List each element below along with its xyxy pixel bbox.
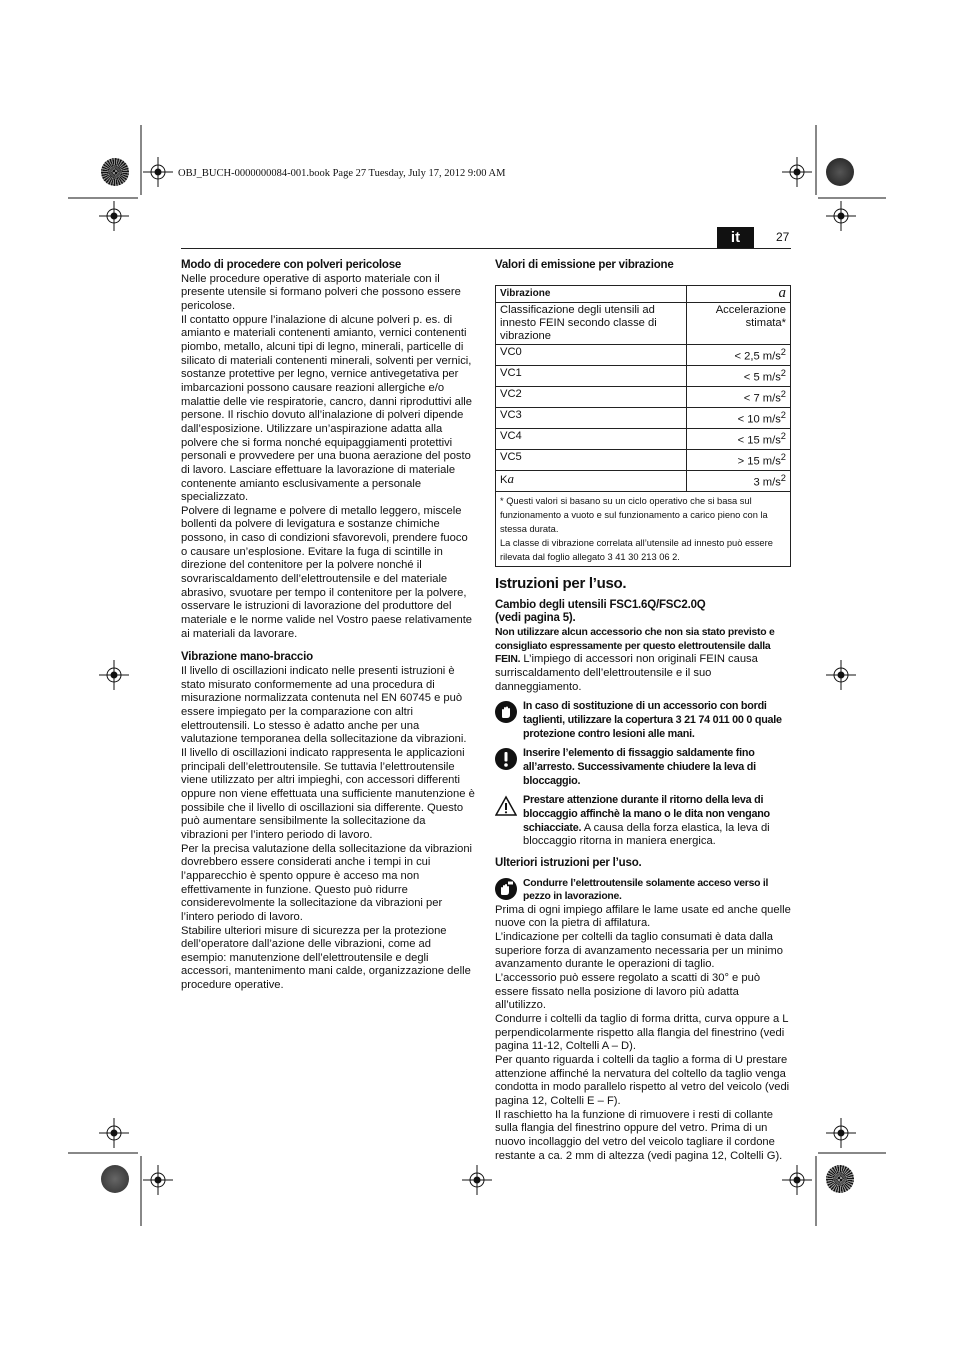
bold-text: Non utilizzare alcun accessorio che non sia stato previsto e consigliato espressamente per questo elettroutensile dalla FEIN. (495, 627, 775, 666)
left-column (181, 259, 475, 993)
paragraph: L’accessorio può essere regolato a scatti di 30° e può essere fissato nella posizione di lavoro più adatta all’utilizzo. (495, 972, 761, 1012)
table-cell: < 2,5 m/s (734, 351, 781, 364)
section-title: (vedi pagina 5). (495, 612, 576, 625)
right-column (495, 259, 791, 1163)
registration-mark-icon (782, 157, 812, 187)
section-title: Modo di procedere con polveri pericolose (181, 259, 402, 271)
table-cell: VC3 (496, 408, 687, 429)
color-rosette-icon (826, 1165, 854, 1193)
table-cell: VC1 (496, 366, 687, 387)
table-row: VC4 < 15 $m/s^2$ (496, 429, 791, 450)
paragraph: Prima di ogni impiego affilare le lame usate ed anche quelle nuove con la pietra di affilatura. (495, 903, 791, 930)
table-row: VC3 < 10 $m/s^2$ (496, 408, 791, 429)
warning-block (495, 700, 791, 741)
table-cell: K (500, 474, 508, 487)
table-row: VC5 > 15 $m/s^2$ (496, 450, 791, 471)
table-cell: > 15 m/s (737, 455, 781, 468)
table-cell: Classificazione degli utensili ad innesto FEIN secondo classe di vibrazione (496, 302, 687, 345)
paragraph: Non utilizzare alcun accessorio che non sia stato previsto e consigliato espressamente per questo elettroutensile dalla FEIN. L’impiego di accessori non originali FEIN causa surriscaldamento dell’elettroutensile e il suo danneggiamento. (495, 627, 775, 693)
warning-text: Prestare attenzione durante il ritorno della leva di bloccaggio affinchè la mano o le dita non vengano schiacciate. (523, 794, 770, 834)
paragraph: Il contatto oppure l’inalazione di alcune polveri p. es. di amianto e materiali contenenti amianto, vernici contenenti piombo, metallo, alcuni tipi di legno, minerali, particelle di silicato di materiali contenenti minerali, solventi per vernici, sostanze protettive per legno, vernice antivegetativa per imbarcazioni possono causare reazioni allergiche e/o malattie delle vie respiratorie, cancro, danni riproduttivi alle persone. Il rischio dovuto all’inalazione di polveri dipende dall’esposizione. Utilizzare un’aspirazione adatta alla polvere che si forma nonché equipaggiamenti protettivi personali e provvedere per una buona aerazione del posto di lavoro. Lasciare effettuare la lavorazione di materiale contenente amianto esclusivamente a personale specializzato. (181, 313, 473, 504)
paragraph: Stabilire ulteriori misure di sicurezza per la protezione dell’operatore dall’azione delle vibrazioni, come ad esempio: manutenzione dell’elettroutensile e degli accessori, mantenimento mani calde, organizzazione delle procedure operative. (181, 924, 471, 992)
tool-hand-icon (495, 878, 517, 900)
table-cell: < 7 m/s (743, 393, 781, 406)
table-cell: VC2 (496, 387, 687, 408)
table-header-label: Vibrazione (496, 285, 687, 302)
table-cell: < 5 m/s (743, 372, 781, 385)
paragraph: Nelle procedure operative di asporto materiale con il presente utensile si formano polveri che possono essere pericolose. (181, 272, 461, 312)
paragraph: Per quanto riguarda i coltelli da taglio a forma di U prestare attenzione affinché la nervatura del coltello da taglio venga condotta in modo parallelo rispetto al vetro del veicolo (vedi pagina 12, Coltelli E – F). (495, 1054, 790, 1107)
table-header-row (496, 285, 791, 302)
table-cell: 3 m/s (753, 476, 781, 489)
registration-mark-icon (826, 201, 856, 231)
paragraph: Per la precisa valutazione della sollecitazione da vibrazioni dovrebbero essere considerati anche i tempi in cui l’apparecchio è spento oppure è acceso ma non effettivamente in funzione. Questo può ridurre considerevolmente la sollecitazione da vibrazioni per l’intero periodo di lavoro. (181, 842, 473, 923)
vibration-table (495, 285, 791, 567)
registration-mark-icon (99, 660, 129, 690)
section-title: Vibrazione mano-braccio (181, 651, 313, 664)
table-cell: < 10 m/s (737, 414, 781, 427)
paragraph: Il livello di oscillazioni indicato rappresenta le applicazioni principali dell’elettroutensile. Se tuttavia l’elettroutensile viene utilizzato per altri impieghi, con accessori differenti oppure non viene effettuata una sufficiente manutenzione è possibile che il livello di oscillazioni sia differente. Questo può aumentare sensibilmente la sollecitazione da vibrazioni per l’intero periodo di lavoro. (181, 746, 475, 841)
table-row: VC1 < 5 $m/s^2$ (496, 366, 791, 387)
table-row: Ka 3 $m/s^2$ (496, 471, 791, 492)
table-cell: Accelerazione stimata* (687, 302, 791, 345)
registration-mark-icon (826, 660, 856, 690)
table-note-row (496, 492, 791, 567)
color-rosette-icon (101, 1165, 129, 1193)
acceleration-symbol: a (778, 284, 786, 301)
table-row: VC2 < 7 $m/s^2$ (496, 387, 791, 408)
registration-mark-icon (143, 1165, 173, 1195)
paragraph: Polvere di legname e polvere di metallo leggero, miscele bollenti da polvere di levigatura e sostanze chimiche possono, in caso di condizioni sfavorevoli, prendere fuoco o causare un’esplosione. Evitare la fuga di scintille in direzione del contenitore per la polvere nonché il sovrariscaldamento dell’elettroutensile e del materiale abrasivo, svuotare per tempo il contenitore per la polvere, osservare le istruzioni di lavorazione del produttore del materiale e le norme valide nel Vostro paese relativamente ai materiali da lavorare. (181, 504, 473, 640)
warning-triangle-icon (495, 795, 517, 817)
warning-text: Inserire l’elemento di fissaggio saldamente fino all’arresto. Successivamente chiudere la leva di bloccaggio. (523, 747, 756, 787)
book-info: OBJ_BUCH-0000000084-001.book Page 27 Tuesday, July 17, 2012 9:00 AM (178, 168, 506, 179)
table-row (496, 302, 791, 345)
warning-text: In caso di sostituzione di un accessorio con bordi taglienti, utilizzare la copertura 3 21 74 011 00 0 quale protezione contro lesioni alle mani. (523, 700, 782, 740)
acceleration-symbol: a (507, 471, 514, 487)
table-cell: VC0 (496, 345, 687, 366)
table-cell: < 15 m/s (737, 434, 781, 447)
table-cell: VC4 (496, 429, 687, 450)
header-rule (181, 248, 791, 249)
registration-mark-icon (826, 1118, 856, 1148)
table-footnote: * Questi valori si basano su un ciclo operativo che si basa sul funzionamento a vuoto e sul funzionamento a carico pieno con la stessa durata. (500, 496, 768, 535)
warning-text: Condurre l’elettroutensile solamente acceso verso il pezzo in lavorazione. (523, 877, 769, 903)
registration-mark-icon (462, 1165, 492, 1195)
language-badge: it (717, 227, 754, 248)
section-title: Ulteriori istruzioni per l’uso. (495, 856, 642, 869)
color-rosette-icon (826, 158, 854, 186)
paragraph: Il raschietto ha la funzione di rimuovere i resti di collante sulla flangia del finestrino oppure del vetro. Prima di un nuovo incollaggio del vetro del veicolo tagliare il cordone restante a ca. 2 mm di altezza (vedi pagina 12, Coltelli G). (495, 1108, 783, 1162)
section-heading: Istruzioni per l’uso. (495, 575, 627, 593)
warning-block: Prestare attenzione durante il ritorno della leva di bloccaggio affinchè la mano o le dita non vengano schiacciate. A causa della forza elastica, la leva di bloccaggio ritorna in maniera energica. (495, 794, 791, 849)
warning-block (495, 747, 791, 788)
table-footnote: La classe di vibrazione correlata all’utensile ad innesto può essere rilevata dal foglio allegato 3 41 30 213 06 2. (500, 538, 773, 563)
mandatory-instruction-icon (495, 748, 517, 770)
registration-mark-icon (99, 1118, 129, 1148)
page-number: 27 (776, 230, 790, 244)
paragraph: Condurre i coltelli da taglio di forma dritta, curva oppure a L perpendicolarmente rispetto alla flangia del finestrino (vedi pagina 11-12, Coltelli A – D). (495, 1013, 789, 1053)
table-cell: VC5 (496, 450, 687, 471)
paragraph: L’indicazione per coltelli da taglio consumati è data dalla superiore forza di avanzamento necessaria per un minimo avanzamento durante le operazioni di taglio. (495, 931, 783, 971)
color-rosette-icon (101, 158, 129, 186)
registration-mark-icon (782, 1165, 812, 1195)
paragraph: Il livello di oscillazioni indicato nelle presenti istruzioni è stato misurato conformemente ad una procedura di misurazione normalizzata contenuta nel EN 60745 e può essere impiegato per la comparazione con altri elettroutensili. Lo stesso è adatto anche per una valutazione temporanea della sollecitazione da vibrazioni. (181, 665, 467, 746)
registration-mark-icon (143, 157, 173, 187)
warning-block (495, 877, 791, 904)
gloves-icon (495, 701, 517, 723)
table-title: Valori di emissione per vibrazione (495, 259, 674, 271)
section-title: Cambio degli utensili FSC1.6Q/FSC2.0Q (495, 598, 706, 611)
table-row: VC0 < 2,5 $m/s^2$ (496, 345, 791, 366)
registration-mark-icon (99, 201, 129, 231)
